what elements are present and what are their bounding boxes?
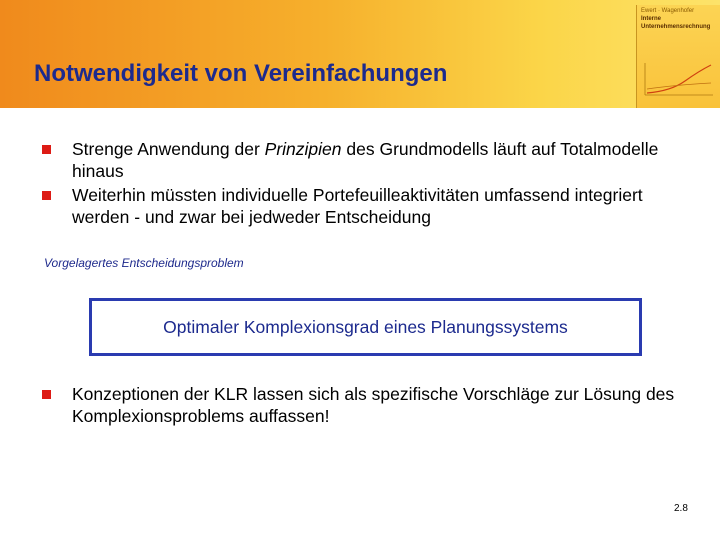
book-authors: Ewert · Wagenhofer xyxy=(641,8,695,14)
slide-title: Notwendigkeit von Vereinfachungen xyxy=(34,60,448,87)
bottom-bullet-list xyxy=(42,383,702,427)
framed-statement-text: Optimaler Komplexionsgrad eines Planungssystems xyxy=(163,316,568,337)
book-title-line1: Interne xyxy=(641,16,662,22)
header-banner xyxy=(0,0,720,108)
book-cover-image xyxy=(636,5,720,108)
bullet-item-2 xyxy=(42,184,702,228)
bullet-item-1 xyxy=(42,138,702,182)
bullet-1-emphasis: Prinzipien xyxy=(264,139,342,159)
bullet-marker-icon xyxy=(42,145,51,154)
framed-statement xyxy=(89,298,642,356)
bullet-1-text-before: Strenge Anwendung der xyxy=(72,139,265,159)
page-number: 2.8 xyxy=(674,503,688,514)
book-cover-text xyxy=(641,7,710,31)
bullet-2-text: Weiterhin müssten individuelle Portefeuilleaktivitäten umfassend integriert werden - und zwar bei jedweder Entscheidung xyxy=(72,185,643,227)
book-title-line2: Unternehmensrechnung xyxy=(641,24,711,30)
book-cover-graph-icon xyxy=(641,59,717,99)
bullet-item-3 xyxy=(42,383,702,427)
top-bullet-list xyxy=(42,138,702,228)
subnote-label: Vorgelagertes Entscheidungsproblem xyxy=(44,256,244,270)
bullet-marker-icon xyxy=(42,191,51,200)
bullet-3-text: Konzeptionen der KLR lassen sich als spezifische Vorschläge zur Lösung des Komplexionsproblems auffassen! xyxy=(72,384,675,426)
bullet-1-text-after: des Grundmodells läuft auf Totalmodelle hinaus xyxy=(72,139,659,181)
bullet-marker-icon xyxy=(42,390,51,399)
